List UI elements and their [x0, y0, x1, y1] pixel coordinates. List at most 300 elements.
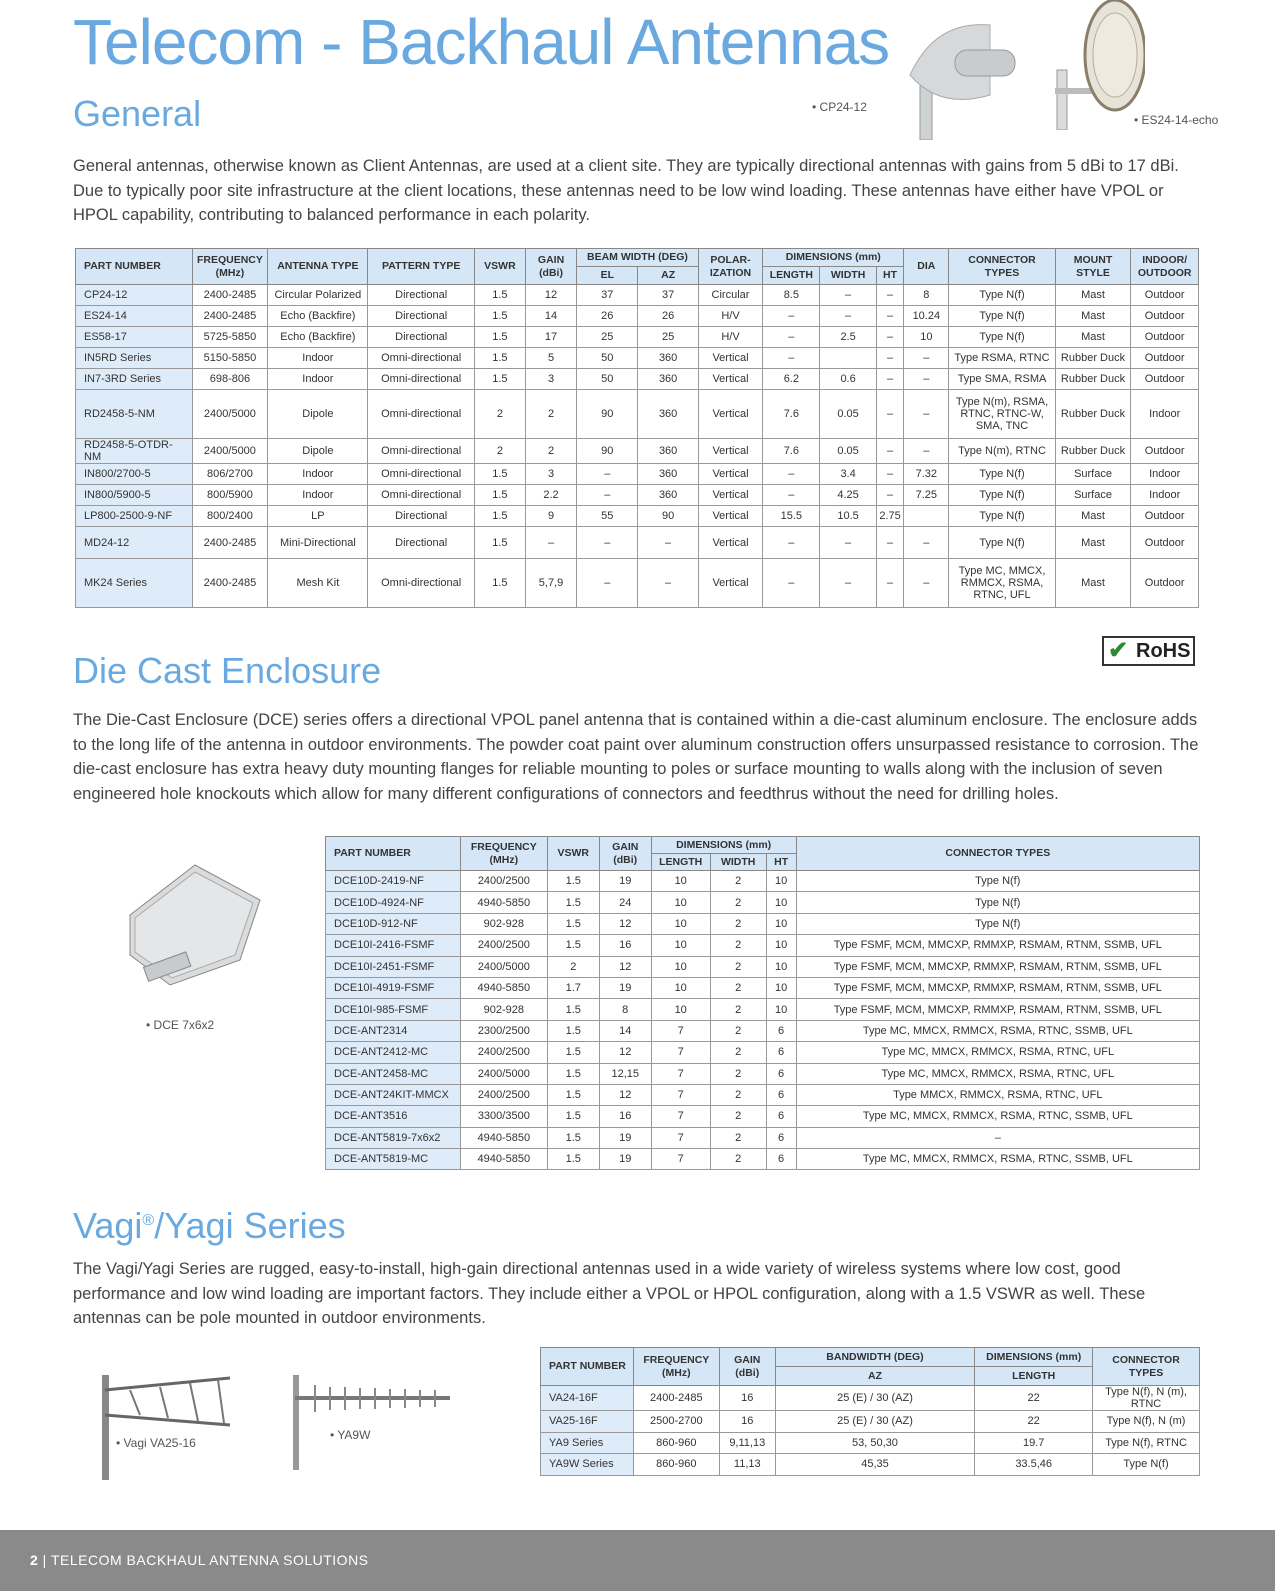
table-cell: Outdoor [1131, 369, 1199, 390]
col-width: WIDTH [820, 267, 876, 285]
table-cell: 12 [525, 285, 576, 306]
table-cell: – [796, 1127, 1199, 1148]
table-cell: 3300/3500 [460, 1106, 547, 1127]
rohs-badge [1102, 636, 1195, 666]
table-cell: 7.32 [904, 464, 949, 485]
table-cell: 11,13 [719, 1454, 775, 1476]
table-cell: – [763, 527, 820, 559]
table-cell: Directional [368, 327, 474, 348]
table-cell: 26 [577, 306, 638, 327]
col-length: LENGTH [975, 1367, 1093, 1386]
vagi-heading-rest: /Yagi Series [154, 1205, 346, 1246]
table-cell: Rubber Duck [1055, 369, 1131, 390]
table-cell: Indoor [268, 464, 368, 485]
table-cell: Vertical [698, 348, 762, 369]
table-cell: Indoor [1131, 390, 1199, 439]
table-cell: 1.5 [474, 506, 525, 527]
table-cell: 12 [599, 1084, 651, 1105]
table-cell: 10 [766, 935, 796, 956]
table-cell: Outdoor [1131, 327, 1199, 348]
part-number-cell: MK24 Series [76, 559, 193, 608]
table-cell: 2400/2500 [460, 1084, 547, 1105]
table-cell: – [577, 464, 638, 485]
table-cell: 25 (E) / 30 (AZ) [775, 1386, 975, 1411]
table-cell: 1.5 [474, 327, 525, 348]
table-cell: Omni-directional [368, 464, 474, 485]
col-part-number: PART NUMBER [76, 249, 193, 285]
table-cell: Vertical [698, 485, 762, 506]
table-cell: Directional [368, 285, 474, 306]
table-cell: 10 [651, 999, 710, 1020]
table-cell: Mast [1055, 327, 1131, 348]
table-cell: 2400/5000 [460, 956, 547, 977]
table-row [541, 1454, 1200, 1476]
table-cell: 1.5 [474, 348, 525, 369]
table-cell: 1.5 [474, 369, 525, 390]
table-cell: 7 [651, 1106, 710, 1127]
table-row [326, 935, 1200, 956]
col-indoor-outdoor: INDOOR/ OUTDOOR [1131, 249, 1199, 285]
table-cell: Omni-directional [368, 485, 474, 506]
vagi-paragraph: The Vagi/Yagi Series are rugged, easy-to-install, high-gain directional antennas used in a wide variety of wireless systems where low cost, good performance and low wind loading are important factors. They include either a VPOL or HPOL configuration, along with a 1.5 VSWR as well. These antennas can be pole mounted in outdoor environments. [73, 1260, 1146, 1327]
table-cell: 5725-5850 [192, 327, 268, 348]
col-gain: GAIN (dBi) [599, 837, 651, 871]
table-cell: 33.5,46 [975, 1454, 1093, 1476]
table-cell: – [904, 559, 949, 608]
table-cell: Type N(f) [949, 306, 1055, 327]
table-cell: 5 [525, 348, 576, 369]
col-vswr: VSWR [547, 837, 599, 871]
table-cell: Type MC, MMCX, RMMCX, RSMA, RTNC, UFL [796, 1042, 1199, 1063]
part-number-cell: VA24-16F [541, 1386, 634, 1411]
table-cell: 6 [766, 1084, 796, 1105]
table-row [76, 527, 1199, 559]
general-antennas-table [75, 248, 1199, 608]
table-row [76, 464, 1199, 485]
col-part-number: PART NUMBER [541, 1348, 634, 1386]
col-polarization: POLAR- IZATION [698, 249, 762, 285]
table-cell: 2.5 [820, 327, 876, 348]
table-row [326, 1084, 1200, 1105]
page-number: 2 [30, 1552, 39, 1568]
table-cell: Omni-directional [368, 390, 474, 439]
table-cell: – [820, 527, 876, 559]
table-cell: 7.25 [904, 485, 949, 506]
table-row [76, 369, 1199, 390]
table-cell: Type N(f), N (m), RTNC [1093, 1386, 1200, 1411]
table-cell: Type N(f) [949, 527, 1055, 559]
table-cell: Outdoor [1131, 506, 1199, 527]
table-cell: 360 [638, 485, 698, 506]
table-cell: 26 [638, 306, 698, 327]
table-cell: 2 [710, 1042, 766, 1063]
part-number-cell: MD24-12 [76, 527, 193, 559]
table-cell: 10 [651, 977, 710, 998]
table-cell: Mesh Kit [268, 559, 368, 608]
table-cell: – [876, 485, 904, 506]
part-number-cell: RD2458-5-OTDR-NM [76, 439, 193, 464]
table-cell: 1.5 [547, 1127, 599, 1148]
part-number-cell: IN800/2700-5 [76, 464, 193, 485]
table-cell: Type FSMF, MCM, MMCXP, RMMXP, RSMAM, RTNM, SSMB, UFL [796, 956, 1199, 977]
table-cell: 860-960 [633, 1454, 719, 1476]
col-ht: HT [876, 267, 904, 285]
table-cell: 7 [651, 1084, 710, 1105]
table-cell: 90 [577, 439, 638, 464]
table-cell: 2 [710, 935, 766, 956]
table-cell: Omni-directional [368, 348, 474, 369]
table-cell: Omni-directional [368, 439, 474, 464]
es24-14-echo-antenna-image [1045, 0, 1145, 130]
table-cell: Vertical [698, 390, 762, 439]
table-cell: – [904, 390, 949, 439]
table-cell: 7.6 [763, 390, 820, 439]
table-cell: 2400-2485 [192, 559, 268, 608]
col-connector-types: CONNECTOR TYPES [949, 249, 1055, 285]
part-number-cell: YA9 Series [541, 1432, 634, 1454]
table-cell: – [638, 527, 698, 559]
section-heading-general: General [73, 93, 202, 134]
table-cell: 2400/2500 [460, 871, 547, 892]
table-cell: Type N(f) [796, 913, 1199, 934]
table-cell: Type MC, MMCX, RMMCX, RSMA, RTNC, SSMB, UFL [796, 1106, 1199, 1127]
table-cell: 800/5900 [192, 485, 268, 506]
table-row [326, 871, 1200, 892]
table-cell: 1.5 [474, 485, 525, 506]
table-cell: 2400-2485 [192, 306, 268, 327]
table-cell: 15.5 [763, 506, 820, 527]
table-cell: Vertical [698, 559, 762, 608]
col-gain: GAIN (dBi) [719, 1348, 775, 1386]
table-cell: 22 [975, 1386, 1093, 1411]
table-cell: Omni-directional [368, 369, 474, 390]
table-cell: Indoor [268, 369, 368, 390]
table-cell: H/V [698, 327, 762, 348]
part-number-cell: DCE10D-2419-NF [326, 871, 461, 892]
caption-vagi-va25-16: • Vagi VA25-16 [116, 1436, 196, 1450]
table-cell: Type N(f) [949, 506, 1055, 527]
table-cell: Type SMA, RSMA [949, 369, 1055, 390]
part-number-cell: IN7-3RD Series [76, 369, 193, 390]
table-cell: 0.6 [820, 369, 876, 390]
table-cell: 2300/2500 [460, 1020, 547, 1041]
table-cell: 8 [599, 999, 651, 1020]
footer-title: TELECOM BACKHAUL ANTENNA SOLUTIONS [50, 1552, 369, 1568]
table-cell: Type N(f) [949, 285, 1055, 306]
table-cell: Circular Polarized [268, 285, 368, 306]
table-row [326, 977, 1200, 998]
table-cell: 2 [710, 871, 766, 892]
table-row [76, 439, 1199, 464]
table-cell: 12,15 [599, 1063, 651, 1084]
footer-text [30, 1552, 369, 1568]
table-cell: Type MC, MMCX, RMMCX, RSMA, RTNC, SSMB, UFL [796, 1149, 1199, 1170]
table-cell: 2 [474, 390, 525, 439]
table-row [76, 485, 1199, 506]
col-frequency: FREQUENCY (MHz) [460, 837, 547, 871]
table-cell: Mast [1055, 285, 1131, 306]
table-cell: Vertical [698, 506, 762, 527]
table-cell: Directional [368, 527, 474, 559]
table-cell: 6 [766, 1127, 796, 1148]
part-number-cell: DCE10D-4924-NF [326, 892, 461, 913]
table-row [76, 306, 1199, 327]
table-cell: Surface [1055, 485, 1131, 506]
table-cell: – [876, 527, 904, 559]
table-cell: – [876, 348, 904, 369]
col-gain: GAIN (dBi) [525, 249, 576, 285]
table-cell: Indoor [268, 348, 368, 369]
table-cell: – [876, 327, 904, 348]
part-number-cell: DCE10D-912-NF [326, 913, 461, 934]
table-cell: 2 [710, 1149, 766, 1170]
table-cell: 360 [638, 390, 698, 439]
col-length: LENGTH [651, 854, 710, 871]
table-row [326, 1149, 1200, 1170]
table-cell: Echo (Backfire) [268, 306, 368, 327]
table-cell: 37 [577, 285, 638, 306]
table-cell: 24 [599, 892, 651, 913]
table-cell: – [876, 390, 904, 439]
table-cell: 1.5 [474, 306, 525, 327]
table-cell: Type N(f) [949, 464, 1055, 485]
table-cell: – [577, 559, 638, 608]
part-number-cell: DCE-ANT2458-MC [326, 1063, 461, 1084]
table-cell: Outdoor [1131, 559, 1199, 608]
part-number-cell: RD2458-5-NM [76, 390, 193, 439]
table-cell: – [763, 306, 820, 327]
col-bandwidth: BANDWIDTH (DEG) [775, 1348, 975, 1367]
table-cell: 10.24 [904, 306, 949, 327]
table-cell: 2400-2485 [192, 527, 268, 559]
vagi-yagi-table [540, 1347, 1200, 1476]
table-row [326, 1106, 1200, 1127]
table-cell: 1.5 [474, 464, 525, 485]
table-cell: 10 [651, 871, 710, 892]
table-cell: – [904, 527, 949, 559]
table-cell: Outdoor [1131, 527, 1199, 559]
table-row [326, 1063, 1200, 1084]
table-cell: 45,35 [775, 1454, 975, 1476]
table-cell: 1.5 [547, 935, 599, 956]
table-cell: 55 [577, 506, 638, 527]
table-cell: 2.2 [525, 485, 576, 506]
table-cell: 17 [525, 327, 576, 348]
checkmark-icon: ✔ [1108, 637, 1129, 664]
table-cell: Mast [1055, 559, 1131, 608]
page-footer [0, 1530, 1275, 1591]
table-row [541, 1432, 1200, 1454]
part-number-cell: DCE10I-4919-FSMF [326, 977, 461, 998]
table-cell: 10 [651, 913, 710, 934]
table-cell: Type N(f) [1093, 1454, 1200, 1476]
table-cell: 10 [766, 977, 796, 998]
table-cell: 1.5 [474, 285, 525, 306]
table-cell: 902-928 [460, 999, 547, 1020]
table-cell: 6 [766, 1149, 796, 1170]
part-number-cell: DCE-ANT3516 [326, 1106, 461, 1127]
table-cell: 6 [766, 1106, 796, 1127]
table-cell: Indoor [268, 485, 368, 506]
table-cell: 10 [651, 892, 710, 913]
table-cell: 806/2700 [192, 464, 268, 485]
table-cell: 7 [651, 1020, 710, 1041]
table-cell: 25 [638, 327, 698, 348]
table-cell: 1.5 [547, 913, 599, 934]
section-heading-die-cast: Die Cast Enclosure [73, 650, 382, 691]
table-cell: – [876, 306, 904, 327]
table-cell: 4940-5850 [460, 1127, 547, 1148]
table-cell: 0.05 [820, 439, 876, 464]
table-cell: 19 [599, 977, 651, 998]
table-row [326, 1042, 1200, 1063]
table-cell: Indoor [1131, 464, 1199, 485]
table-cell: – [876, 559, 904, 608]
table-cell: Mast [1055, 306, 1131, 327]
page-title: Telecom - Backhaul Antennas [73, 6, 890, 78]
table-cell: 37 [638, 285, 698, 306]
table-cell: 19 [599, 1149, 651, 1170]
caption-es24-14-echo: • ES24-14-echo [1134, 113, 1219, 127]
table-cell: 1.5 [547, 1020, 599, 1041]
table-cell: 4940-5850 [460, 977, 547, 998]
table-cell: 16 [719, 1386, 775, 1411]
dce-enclosure-image [120, 860, 270, 990]
table-cell: 19 [599, 1127, 651, 1148]
table-cell: 25 [577, 327, 638, 348]
section-heading-vagi [73, 1199, 346, 1248]
table-row [326, 913, 1200, 934]
table-cell: Dipole [268, 439, 368, 464]
table-cell: 2400/5000 [192, 439, 268, 464]
table-cell: 8 [904, 285, 949, 306]
table-cell: 800/2400 [192, 506, 268, 527]
table-cell: Type N(f) [949, 327, 1055, 348]
part-number-cell: DCE-ANT2412-MC [326, 1042, 461, 1063]
table-row [326, 956, 1200, 977]
table-cell: Vertical [698, 464, 762, 485]
table-cell: Rubber Duck [1055, 390, 1131, 439]
table-cell: 6 [766, 1063, 796, 1084]
table-cell: 7 [651, 1127, 710, 1148]
general-paragraph: General antennas, otherwise known as Client Antennas, are used at a client site. They are typically directional antennas with gains from 5 dBi to 17 dBi. Due to typically poor site infrastructure at the client locations, these antennas need to be low wind loading. These antennas have either have VPOL or HPOL capability, contributing to balanced performance in each polarity. [73, 157, 1179, 224]
col-connector-types: CONNECTOR TYPES [1093, 1348, 1200, 1386]
table-cell: 2400/5000 [192, 390, 268, 439]
table-cell: Indoor [1131, 485, 1199, 506]
col-connector-types: CONNECTOR TYPES [796, 837, 1199, 871]
table-cell: Outdoor [1131, 439, 1199, 464]
table-cell: 9 [525, 506, 576, 527]
table-cell: 2400-2485 [192, 285, 268, 306]
part-number-cell: ES58-17 [76, 327, 193, 348]
table-cell: 53, 50,30 [775, 1432, 975, 1454]
table-cell: 22 [975, 1411, 1093, 1433]
table-cell: 1.5 [474, 559, 525, 608]
table-cell: 860-960 [633, 1432, 719, 1454]
part-number-cell: IN5RD Series [76, 348, 193, 369]
table-cell: Type MMCX, RMMCX, RSMA, RTNC, UFL [796, 1084, 1199, 1105]
table-row [541, 1411, 1200, 1433]
table-cell: – [904, 369, 949, 390]
table-cell: Type MC, MMCX, RMMCX, RSMA, RTNC, SSMB, UFL [796, 1020, 1199, 1041]
table-cell: Type N(f), N (m) [1093, 1411, 1200, 1433]
table-cell: 7 [651, 1063, 710, 1084]
table-cell: 10 [766, 999, 796, 1020]
table-cell: 360 [638, 348, 698, 369]
table-cell: Directional [368, 506, 474, 527]
table-cell: 10.5 [820, 506, 876, 527]
table-cell: – [876, 464, 904, 485]
table-cell: – [763, 485, 820, 506]
table-cell: Rubber Duck [1055, 348, 1131, 369]
table-cell: Type MC, MMCX, RMMCX, RSMA, RTNC, UFL [796, 1063, 1199, 1084]
table-cell: Rubber Duck [1055, 439, 1131, 464]
col-mount-style: MOUNT STYLE [1055, 249, 1131, 285]
col-pattern-type: PATTERN TYPE [368, 249, 474, 285]
rohs-label: RoHS [1136, 640, 1191, 662]
table-cell: 2.75 [876, 506, 904, 527]
table-cell: 19.7 [975, 1432, 1093, 1454]
table-cell: 7 [651, 1149, 710, 1170]
vagi-heading-main: Vagi [73, 1205, 143, 1246]
table-cell: Type N(m), RSMA, RTNC, RTNC-W, SMA, TNC [949, 390, 1055, 439]
table-cell: 360 [638, 369, 698, 390]
die-cast-paragraph: The Die-Cast Enclosure (DCE) series offers a directional VPOL panel antenna that is contained within a die-cast aluminum enclosure. The enclosure adds to the long life of the antenna in outdoor environments. The powder coat paint over aluminum construction offers unsurpassed resistance to corrosion. The die-cast enclosure has extra heavy duty mounting flanges for reliable mounting to poles or surface mounting to walls along with the inclusion of seven engineered hole knockouts which allow for many different configurations of connectors and feedthrus without the need for drilling holes. [73, 711, 1199, 803]
table-cell: 6 [766, 1020, 796, 1041]
col-vswr: VSWR [474, 249, 525, 285]
table-cell: – [763, 559, 820, 608]
table-cell: 1.5 [547, 871, 599, 892]
part-number-cell: ES24-14 [76, 306, 193, 327]
col-el: EL [577, 267, 638, 285]
table-cell: – [876, 285, 904, 306]
table-cell: 4940-5850 [460, 1149, 547, 1170]
table-row [76, 348, 1199, 369]
table-row [76, 506, 1199, 527]
table-cell: Type N(f) [796, 871, 1199, 892]
table-cell: Type MC, MMCX, RMMCX, RSMA, RTNC, UFL [949, 559, 1055, 608]
table-cell: – [904, 439, 949, 464]
table-cell: 4.25 [820, 485, 876, 506]
part-number-cell: DCE-ANT5819-7x6x2 [326, 1127, 461, 1148]
table-cell: Type N(f) [949, 485, 1055, 506]
table-cell: Type FSMF, MCM, MMCXP, RMMXP, RSMAM, RTNM, SSMB, UFL [796, 935, 1199, 956]
table-cell: – [820, 306, 876, 327]
part-number-cell: DCE10I-985-FSMF [326, 999, 461, 1020]
table-cell: – [577, 527, 638, 559]
table-cell: 1.5 [547, 1149, 599, 1170]
table-cell: 2 [710, 1127, 766, 1148]
table-cell: 10 [766, 913, 796, 934]
col-dimensions: DIMENSIONS (mm) [651, 837, 796, 854]
table-row [326, 1020, 1200, 1041]
table-cell: 6.2 [763, 369, 820, 390]
table-row [541, 1386, 1200, 1411]
col-dimensions: DIMENSIONS (mm) [763, 249, 904, 267]
table-row [76, 559, 1199, 608]
table-cell: Type N(m), RTNC [949, 439, 1055, 464]
table-row [326, 999, 1200, 1020]
vagi-va25-16-image [80, 1370, 240, 1480]
table-cell [820, 348, 876, 369]
table-cell: 16 [599, 935, 651, 956]
table-cell: 698-806 [192, 369, 268, 390]
table-cell: 3 [525, 464, 576, 485]
table-cell: 3.4 [820, 464, 876, 485]
table-cell: Vertical [698, 439, 762, 464]
part-number-cell: LP800-2500-9-NF [76, 506, 193, 527]
table-cell: – [577, 485, 638, 506]
